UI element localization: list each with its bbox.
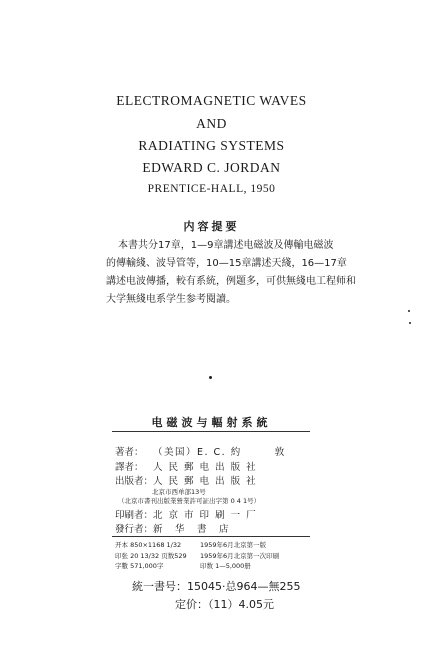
english-author: EDWARD C. JORDAN bbox=[142, 160, 281, 175]
row-value: 人 民 郵 电 出 版 社 bbox=[153, 462, 258, 473]
colophon-row bbox=[115, 459, 310, 473]
english-publisher: PRENTICE-HALL, 1950 bbox=[147, 183, 276, 195]
spec-line: 开本 850×1168 1/32 bbox=[115, 541, 182, 549]
row-value: 人 民 郵 电 出 版 社 bbox=[153, 476, 258, 487]
row-value: 北 京 市 印 刷 一 厂 bbox=[153, 510, 258, 521]
row-label: 印刷者： bbox=[115, 510, 154, 521]
abstract-line: 大学無綫电系学生参考閱讀。 bbox=[106, 294, 236, 305]
english-and: AND bbox=[196, 116, 227, 131]
colophon-row bbox=[115, 507, 310, 521]
abstract-line: 講述电波傳播，較有系統，例题多，可供無綫电工程师和 bbox=[106, 276, 356, 287]
stray-mark bbox=[209, 376, 212, 379]
row-label: 著者： bbox=[115, 447, 144, 458]
colophon-rule-bottom bbox=[112, 536, 310, 537]
english-title: ELECTROMAGNETIC WAVES bbox=[116, 93, 307, 108]
abstract-heading: 内容提要 bbox=[183, 220, 240, 233]
spec-line: 印数 1—5,000册 bbox=[200, 562, 251, 570]
spec-line: 字數 571,000字 bbox=[115, 562, 164, 570]
english-subtitle: RADIATING SYSTEMS bbox=[138, 138, 285, 153]
stray-mark bbox=[408, 310, 410, 312]
abstract-line: 本書共分17章，1—9章講述电磁波及傳輸电磁波 bbox=[118, 240, 334, 251]
spec-line: 1959年6月北京第一次印刷 bbox=[200, 552, 280, 560]
publisher-license: （北京市書刊出版業營業許可証出字第 0 4 1号） bbox=[118, 497, 261, 505]
colophon-row bbox=[115, 521, 310, 535]
colophon-row bbox=[115, 473, 310, 487]
publisher-address: 北京市西单部13号 bbox=[152, 488, 206, 496]
stray-mark bbox=[409, 322, 411, 324]
price: 定价：（11）4.05元 bbox=[175, 598, 274, 611]
row-label: 譯者： bbox=[115, 462, 144, 473]
row-label: 出版者： bbox=[115, 476, 154, 487]
spec-line: 1959年6月北京第一版 bbox=[200, 541, 267, 549]
spec-line: 印张 20 13/32 页数529 bbox=[115, 552, 187, 560]
colophon-book-title: 电磁波与輻射系統 bbox=[151, 416, 272, 429]
row-label: 發行者： bbox=[115, 524, 154, 535]
row-value: 新 华 書 店 bbox=[153, 524, 231, 535]
abstract-line: 的傳輸綫、波导管等，10—15章講述天綫，16—17章 bbox=[106, 258, 347, 269]
colophon-rule-top bbox=[112, 431, 310, 432]
unified-book-number: 統一書号：15045·总964—無255 bbox=[132, 580, 301, 593]
colophon-row bbox=[115, 444, 310, 458]
row-value: （美国）E. C. 約 敦 bbox=[153, 447, 286, 458]
